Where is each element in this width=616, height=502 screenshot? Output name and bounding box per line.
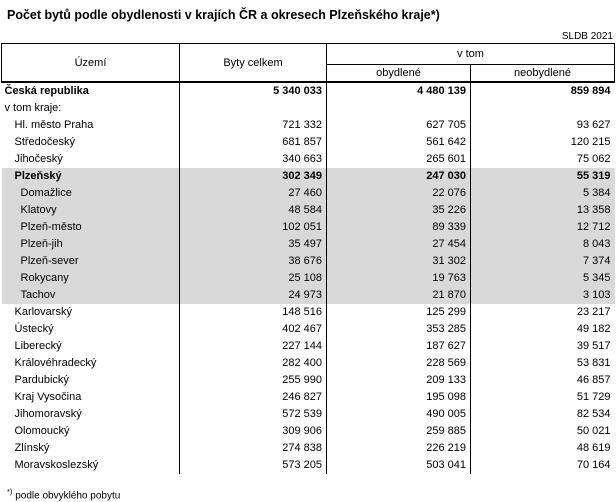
value-cell: 93 627 — [471, 117, 615, 134]
table-row — [2, 100, 615, 117]
value-cell: 27 460 — [180, 185, 327, 202]
territory-cell: Hl. město Praha — [14, 119, 94, 131]
table-row — [2, 287, 615, 304]
value-cell: 195 098 — [327, 389, 471, 406]
value-cell: 125 299 — [327, 304, 471, 321]
territory-cell: Jihomoravský — [14, 408, 82, 420]
value-cell: 3 103 — [471, 287, 615, 304]
table-row — [2, 304, 615, 321]
value-cell: 148 516 — [180, 304, 327, 321]
value-cell: 503 041 — [327, 457, 471, 474]
value-cell: 24 973 — [180, 287, 327, 304]
value-cell — [327, 100, 471, 117]
territory-cell: Zlínský — [14, 442, 50, 454]
table-row — [2, 117, 615, 134]
value-cell: 627 705 — [327, 117, 471, 134]
value-cell: 46 857 — [471, 372, 615, 389]
territory-cell: Karlovarský — [14, 306, 72, 318]
value-cell: 209 133 — [327, 372, 471, 389]
table-row — [2, 457, 615, 474]
territory-cell: Jihočeský — [14, 153, 63, 165]
value-cell: 75 062 — [471, 151, 615, 168]
table-row — [2, 321, 615, 338]
value-cell: 48 584 — [180, 202, 327, 219]
value-cell: 187 627 — [327, 338, 471, 355]
table-row — [2, 185, 615, 202]
col-header-unoccupied: neobydlené — [471, 65, 615, 83]
table-row — [2, 338, 615, 355]
table-body — [2, 82, 615, 474]
source-label: SLDB 2021 — [561, 31, 613, 42]
value-cell: 274 838 — [180, 440, 327, 457]
footnote-text: podle obvyklého pobytu — [15, 490, 121, 502]
value-cell: 19 763 — [327, 270, 471, 287]
territory-cell: Moravskoslezský — [14, 459, 99, 471]
territory-cell: Plzeň-město — [2, 219, 180, 236]
value-cell: 31 302 — [327, 253, 471, 270]
value-cell: 35 497 — [180, 236, 327, 253]
value-cell: 265 601 — [327, 151, 471, 168]
value-cell: 25 108 — [180, 270, 327, 287]
value-cell: 21 870 — [327, 287, 471, 304]
value-cell: 721 332 — [180, 117, 327, 134]
value-cell: 120 215 — [471, 134, 615, 151]
value-cell: 246 827 — [180, 389, 327, 406]
table-row — [2, 423, 615, 440]
table-row — [2, 151, 615, 168]
territory-cell: Olomoucký — [14, 425, 70, 437]
value-cell: 13 358 — [471, 202, 615, 219]
value-cell: 82 534 — [471, 406, 615, 423]
territory-cell: Plzeňský — [2, 168, 180, 185]
value-cell: 5 345 — [471, 270, 615, 287]
value-cell: 48 619 — [471, 440, 615, 457]
territory-cell: Pardubický — [14, 374, 69, 386]
value-cell: 226 219 — [327, 440, 471, 457]
table-row — [2, 372, 615, 389]
table-row — [2, 134, 615, 151]
table-row — [2, 389, 615, 406]
value-cell: 227 144 — [180, 338, 327, 355]
value-cell: 340 663 — [180, 151, 327, 168]
value-cell: 4 480 139 — [327, 82, 471, 100]
value-cell: 23 217 — [471, 304, 615, 321]
value-cell: 353 285 — [327, 321, 471, 338]
value-cell: 490 005 — [327, 406, 471, 423]
territory-cell: Plzeň-sever — [2, 253, 180, 270]
value-cell: 49 182 — [471, 321, 615, 338]
value-cell: 35 226 — [327, 202, 471, 219]
table-row — [2, 236, 615, 253]
table-row — [2, 406, 615, 423]
value-cell: 572 539 — [180, 406, 327, 423]
table-header — [2, 44, 615, 83]
value-cell: 681 857 — [180, 134, 327, 151]
housing-table — [1, 43, 615, 474]
value-cell: 5 384 — [471, 185, 615, 202]
value-cell: 51 729 — [471, 389, 615, 406]
value-cell: 259 885 — [327, 423, 471, 440]
value-cell: 50 021 — [471, 423, 615, 440]
territory-cell: Klatovy — [2, 202, 180, 219]
value-cell: 27 454 — [327, 236, 471, 253]
value-cell: 561 642 — [327, 134, 471, 151]
value-cell: 5 340 033 — [180, 82, 327, 100]
territory-cell: Liberecký — [14, 340, 62, 352]
value-cell: 102 051 — [180, 219, 327, 236]
territory-cell: Ústecký — [14, 323, 54, 335]
value-cell: 55 319 — [471, 168, 615, 185]
value-cell — [471, 100, 615, 117]
value-cell: 255 990 — [180, 372, 327, 389]
page-title: Počet bytů podle obydlenosti v krajích ČR a okresech Plzeňského kraje*) — [7, 8, 440, 22]
territory-cell: v tom kraje: — [4, 102, 62, 114]
value-cell: 12 712 — [471, 219, 615, 236]
footnote-marker: *) — [7, 487, 13, 496]
value-cell: 859 894 — [471, 82, 615, 100]
table-row — [2, 270, 615, 287]
table-row — [2, 82, 615, 100]
territory-cell: Plzeň-jih — [2, 236, 180, 253]
territory-cell: Domažlice — [2, 185, 180, 202]
territory-cell: Česká republika — [4, 85, 89, 97]
value-cell: 573 205 — [180, 457, 327, 474]
value-cell: 302 349 — [180, 168, 327, 185]
table-row — [2, 168, 615, 185]
table-row — [2, 219, 615, 236]
value-cell: 53 831 — [471, 355, 615, 372]
value-cell: 89 339 — [327, 219, 471, 236]
table-row — [2, 253, 615, 270]
territory-cell: Kraj Vysočina — [14, 391, 82, 403]
value-cell — [180, 100, 327, 117]
territory-cell: Královéhradecký — [14, 357, 97, 369]
value-cell: 7 374 — [471, 253, 615, 270]
territory-cell: Tachov — [2, 287, 180, 304]
value-cell: 8 043 — [471, 236, 615, 253]
value-cell: 39 517 — [471, 338, 615, 355]
value-cell: 22 076 — [327, 185, 471, 202]
col-header-group: v tom — [327, 44, 615, 65]
value-cell: 309 906 — [180, 423, 327, 440]
territory-cell: Rokycany — [2, 270, 180, 287]
value-cell: 228 569 — [327, 355, 471, 372]
footnote — [7, 487, 616, 501]
table-row — [2, 202, 615, 219]
col-header-total: Byty celkem — [180, 44, 327, 83]
col-header-occupied: obydlené — [327, 65, 471, 83]
value-cell: 70 164 — [471, 457, 615, 474]
col-header-territory: Území — [2, 44, 180, 83]
table-row — [2, 355, 615, 372]
territory-cell: Středočeský — [14, 136, 76, 148]
value-cell: 402 467 — [180, 321, 327, 338]
table-row — [2, 440, 615, 457]
value-cell: 247 030 — [327, 168, 471, 185]
value-cell: 282 400 — [180, 355, 327, 372]
value-cell: 38 676 — [180, 253, 327, 270]
